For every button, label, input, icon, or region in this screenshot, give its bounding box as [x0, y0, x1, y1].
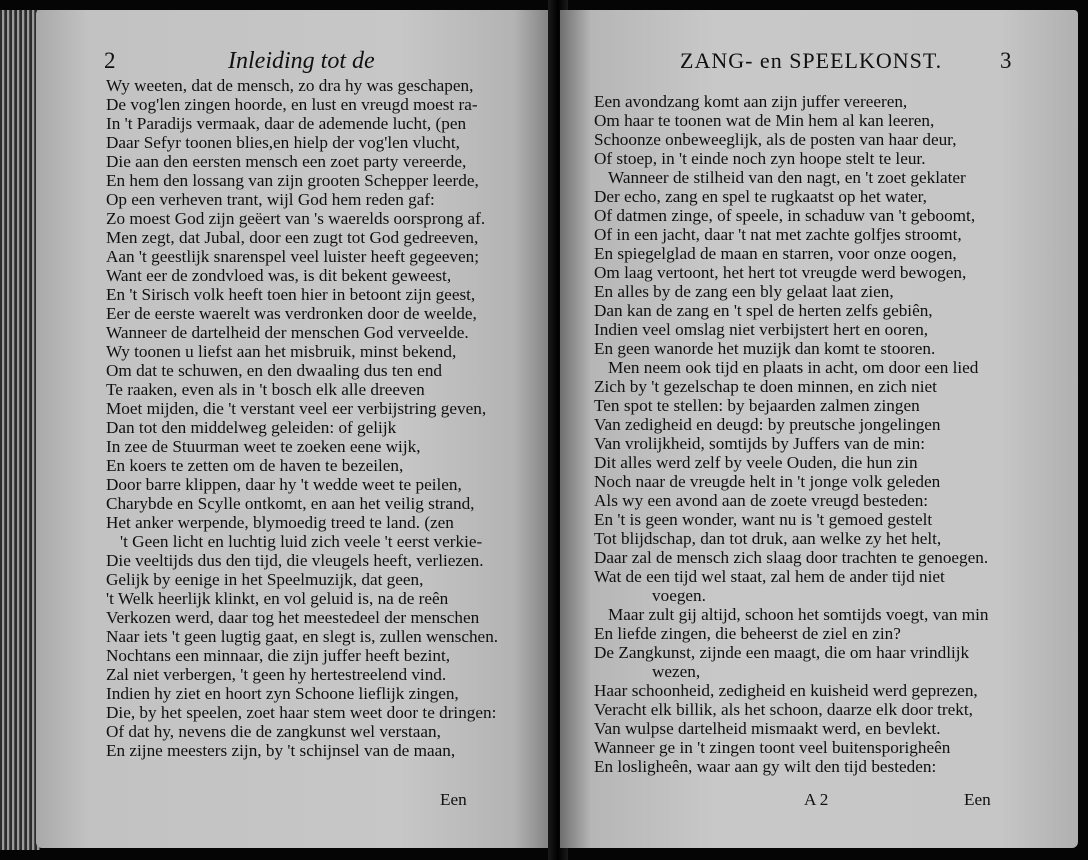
signature-mark: A 2	[804, 790, 829, 809]
text-line: Verkozen werd, daar tog het meestedeel der menschen	[106, 608, 480, 627]
page-edges	[0, 10, 40, 850]
text-line: Tot blijdschap, dan tot druk, aan welke zy het helt,	[594, 529, 942, 548]
text-line: Indien veel omslag niet verbijstert hert en ooren,	[594, 320, 929, 339]
text-line: Gelijk by eenige in het Speelmuzijk, dat geen,	[106, 570, 424, 589]
text-line: Wanneer de dartelheid der menschen God verveelde.	[106, 323, 469, 342]
text-line: De Zangkunst, zijnde een maagt, die om haar vrindlijk	[594, 643, 970, 662]
text-line: Schoonze onbeweeglijk, als de posten van haar deur,	[594, 130, 957, 149]
text-line: Of dat hy, nevens die de zangkunst wel verstaan,	[106, 722, 441, 741]
text-line: Wanneer ge in 't zingen toont veel buitensporigheên	[594, 738, 951, 757]
text-line: En liefde zingen, die beheerst de ziel en zin?	[594, 624, 901, 643]
text-line: 't Welk heerlijk klinkt, en vol geluid is, na de reên	[106, 589, 449, 608]
text-line: En 't Sirisch volk heeft toen hier in betoont zijn geest,	[106, 285, 476, 304]
text-line: Men zegt, dat Jubal, door een zugt tot God gedreeven,	[106, 228, 479, 247]
text-line: Indien hy ziet en hoort zyn Schoone lieflijk zingen,	[106, 684, 459, 703]
text-line: Zich by 't gezelschap te doen minnen, en zich niet	[594, 377, 937, 396]
text-line: De vog'len zingen hoorde, en lust en vreugd moest ra-	[106, 95, 478, 114]
text-line: Daar zal de mensch zich slaag door trachten te genoegen.	[594, 548, 989, 567]
text-line: Wanneer de stilheid van den nagt, en 't zoet geklater	[608, 168, 966, 187]
text-line: Wat de een tijd wel staat, zal hem de ander tijd niet	[594, 567, 945, 586]
text-line: Die aan den eersten mensch een zoet party vereerde,	[106, 152, 467, 171]
text-line: 't Geen licht en luchtig luid zich veele 't eerst verkie-	[120, 532, 483, 551]
right-catchword: Een	[964, 790, 991, 809]
text-line: En koers te zetten om de haven te bezeilen,	[106, 456, 404, 475]
text-line: Of stoep, in 't einde noch zyn hoope stelt te leur.	[594, 149, 926, 168]
text-line: Men neem ook tijd en plaats in acht, om door een lied	[608, 358, 979, 377]
text-line: Maar zult gij altijd, schoon het somtijds voegt, van min	[608, 605, 989, 624]
text-line: En alles by de zang een bly gelaat laat zien,	[594, 282, 894, 301]
text-line: Die, by het speelen, zoet haar stem weet door te dringen:	[106, 703, 497, 722]
left-text-block	[106, 76, 556, 760]
text-line: Het anker werpende, blymoedig treed te land. (zen	[106, 513, 454, 532]
text-line: Eer de eerste waerelt was verdronken door de weelde,	[106, 304, 477, 323]
right-page	[560, 10, 1078, 848]
text-line: Haar schoonheid, zedigheid en kuisheid werd geprezen,	[594, 681, 978, 700]
text-line: Wy toonen u liefst aan het misbruik, minst bekend,	[106, 342, 457, 361]
text-line: In 't Paradijs vermaak, daar de ademende lucht, (pen	[106, 114, 467, 133]
text-line: Aan 't geestlijk snarenspel veel luister heeft gegeeven;	[106, 247, 479, 266]
text-line: Die veeltijds dus den tijd, die vleugels heeft, verliezen.	[106, 551, 484, 570]
text-line: Want eer de zondvloed was, is dit bekent geweest,	[106, 266, 452, 285]
text-line: wezen,	[652, 662, 701, 681]
text-line: Wy weeten, dat de mensch, zo dra hy was geschapen,	[106, 76, 474, 95]
text-line: Of in een jacht, daar 't nat met zachte golfjes stroomt,	[594, 225, 962, 244]
right-text-block	[594, 92, 1044, 776]
text-line: En hem den lossang van zijn grooten Schepper leerde,	[106, 171, 479, 190]
text-line: Een avondzang komt aan zijn juffer vereeren,	[594, 92, 908, 111]
text-line: Van wulpse dartelheid mismaakt werd, en bevlekt.	[594, 719, 941, 738]
text-line: Dan kan de zang en 't spel de herten zelfs gebiên,	[594, 301, 933, 320]
text-line: voegen.	[652, 586, 706, 605]
text-line: Op een verheven trant, wijl God hem reden gaf:	[106, 190, 435, 209]
text-line: Te raaken, even als in 't bosch elk alle dreeven	[106, 380, 425, 399]
text-line: En losligheên, waar aan gy wilt den tijd besteden:	[594, 757, 937, 776]
right-page-number: 3	[1000, 48, 1012, 73]
text-line: Of datmen zinge, of speele, in schaduw van 't geboomt,	[594, 206, 976, 225]
text-line: Van vrolijkheid, somtijds by Juffers van de min:	[594, 434, 925, 453]
left-page-number: 2	[104, 48, 116, 73]
text-line: Veracht elk billik, als het schoon, daarze elk door trekt,	[594, 700, 973, 719]
text-line: En spiegelglad de maan en starren, voor onze oogen,	[594, 244, 957, 263]
text-line: Naar iets 't geen lugtig gaat, en slegt is, zullen wenschen.	[106, 627, 499, 646]
left-catchword: Een	[440, 790, 467, 809]
text-line: En zijne meesters zijn, by 't schijnsel van de maan,	[106, 741, 456, 760]
text-line: Der echo, zang en spel te rugkaatst op het water,	[594, 187, 927, 206]
text-line: Noch naar de vreugde helt in 't jonge volk geleden	[594, 472, 941, 491]
text-line: Om haar te toonen wat de Min hem al kan leeren,	[594, 111, 935, 130]
text-line: Van zedigheid en deugd: by preutsche jongelingen	[594, 415, 941, 434]
text-line: Zal niet verbergen, 't geen hy hertestreelend vind.	[106, 665, 447, 684]
text-line: Nochtans een minnaar, die zijn juffer heeft bezint,	[106, 646, 451, 665]
text-line: Als wy een avond aan de zoete vreugd besteden:	[594, 491, 929, 510]
text-line: In zee de Stuurman weet te zoeken eene wijk,	[106, 437, 421, 456]
text-line: Om dat te schuwen, en den dwaaling dus ten end	[106, 361, 443, 380]
text-line: Daar Sefyr toonen blies,en hielp der vog'len vlucht,	[106, 133, 460, 152]
text-line: En 't is geen wonder, want nu is 't gemoed gestelt	[594, 510, 933, 529]
text-line: Charybde en Scylle ontkomt, en aan het veilig strand,	[106, 494, 475, 513]
text-line: Dan tot den middelweg geleiden: of gelijk	[106, 418, 397, 437]
left-running-head: Inleiding tot de	[228, 48, 375, 74]
text-line: Om laag vertoont, het hert tot vreugde werd bewogen,	[594, 263, 967, 282]
right-running-head: ZANG- en SPEELKONST.	[680, 48, 943, 73]
text-line: En geen wanorde het muzijk dan komt te stooren.	[594, 339, 936, 358]
text-line: Door barre klippen, daar hy 't wedde weet te peilen,	[106, 475, 462, 494]
text-line: Moet mijden, die 't verstant veel eer verbijstring geven,	[106, 399, 487, 418]
text-line: Zo moest God zijn geëert van 's waerelds oorsprong af.	[106, 209, 486, 228]
text-line: Ten spot te stellen: by bejaarden zalmen zingen	[594, 396, 920, 415]
left-page	[36, 10, 556, 848]
text-line: Dit alles werd zelf by veele Ouden, die hun zin	[594, 453, 918, 472]
